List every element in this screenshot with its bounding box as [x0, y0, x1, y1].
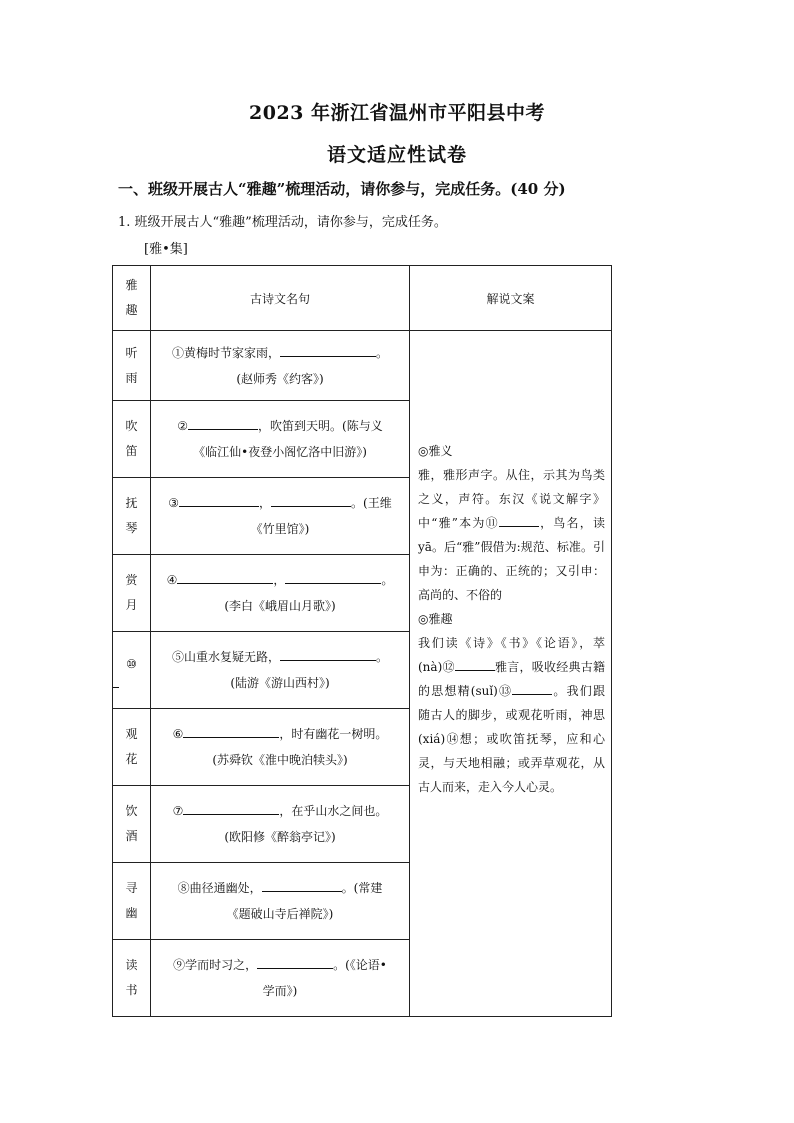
poem-cell: ④ ， 。 (李白《峨眉山月歌》)	[151, 555, 410, 632]
poem-cell: ⑤山重水复疑无路， 。 (陆游《游山西村》)	[151, 632, 410, 709]
category-cell: 吹 笛	[113, 401, 151, 478]
header-explanation: 解说文案	[410, 266, 612, 331]
table-header-row	[113, 266, 612, 331]
category-cell: 寻 幽	[113, 863, 151, 940]
table-row	[113, 331, 612, 401]
category-cell: ⑩	[113, 632, 151, 709]
poem-cell: ⑨学而时习之， 。(《论语• 学而》)	[151, 940, 410, 1017]
answer-blank[interactable]	[280, 646, 376, 661]
category-cell: 抚 琴	[113, 478, 151, 555]
answer-blank[interactable]	[499, 512, 539, 527]
elegance-table	[112, 265, 612, 1017]
poem-cell: ①黄梅时节家家雨， 。 (赵师秀《约客》)	[151, 331, 410, 401]
page-subtitle: 语文适应性试卷	[326, 144, 467, 166]
answer-blank[interactable]	[285, 569, 381, 584]
poem-cell: ② ，吹笛到天明。(陈与义 《临江仙•夜登小阁忆洛中旧游》)	[151, 401, 410, 478]
category-cell: 饮 酒	[113, 786, 151, 863]
category-cell: 读 书	[113, 940, 151, 1017]
answer-blank[interactable]	[183, 723, 279, 738]
answer-blank[interactable]	[262, 877, 342, 892]
section-heading: 一、班级开展古人“雅趣”梳理活动，请你参与，完成任务。(40 分)	[118, 180, 566, 198]
poem-cell: ③ ， 。(王维 《竹里馆》)	[151, 478, 410, 555]
header-category: 雅 趣	[113, 266, 151, 331]
poem-cell: ⑥ ，时有幽花一树明。 (苏舜钦《淮中晚泊犊头》)	[151, 709, 410, 786]
answer-blank[interactable]	[257, 954, 333, 969]
answer-blank[interactable]	[113, 677, 119, 688]
category-cell: 观 花	[113, 709, 151, 786]
page-title: 2023 年浙江省温州市平阳县中考	[249, 102, 545, 124]
answer-blank[interactable]	[177, 569, 273, 584]
header-poems: 古诗文名句	[151, 266, 410, 331]
poem-cell: ⑧曲径通幽处， 。(常建 《题破山寺后禅院》)	[151, 863, 410, 940]
question-stem: 1. 班级开展古人“雅趣”梳理活动，请你参与，完成任务。	[118, 215, 447, 230]
explanation-cell: ◎雅义 雅，雅形声字。从住，示其为鸟类之义，声符。东汉《说文解字》中“雅”本为⑪ ，鸟名，读 yā。后“雅”假借为:规范、标准。引申为：正确的、正统的；又引申：高尚的、不俗的 ◎雅趣 我们读《诗》《书》《论语》，萃(nà)⑫ 雅言，吸收经典古籍的思想精(suǐ)⑬ 。我们跟随古人的脚步，或观花听雨，神思(xiá)⑭想；或吹笛抚琴，应和心灵，与天地相融；或弄草观花，从古人而来，走入今人心灵。	[410, 331, 612, 1017]
answer-blank[interactable]	[455, 656, 495, 671]
answer-blank[interactable]	[280, 342, 376, 357]
category-cell: 听 雨	[113, 331, 151, 401]
answer-blank[interactable]	[179, 492, 259, 507]
answer-blank[interactable]	[271, 492, 351, 507]
poem-cell: ⑦ ，在乎山水之间也。 (欧阳修《醉翁亭记》)	[151, 786, 410, 863]
category-cell: 赏 月	[113, 555, 151, 632]
answer-blank[interactable]	[188, 415, 258, 430]
answer-blank[interactable]	[183, 800, 279, 815]
sub-heading: [雅•集]	[144, 242, 188, 257]
answer-blank[interactable]	[512, 680, 552, 695]
